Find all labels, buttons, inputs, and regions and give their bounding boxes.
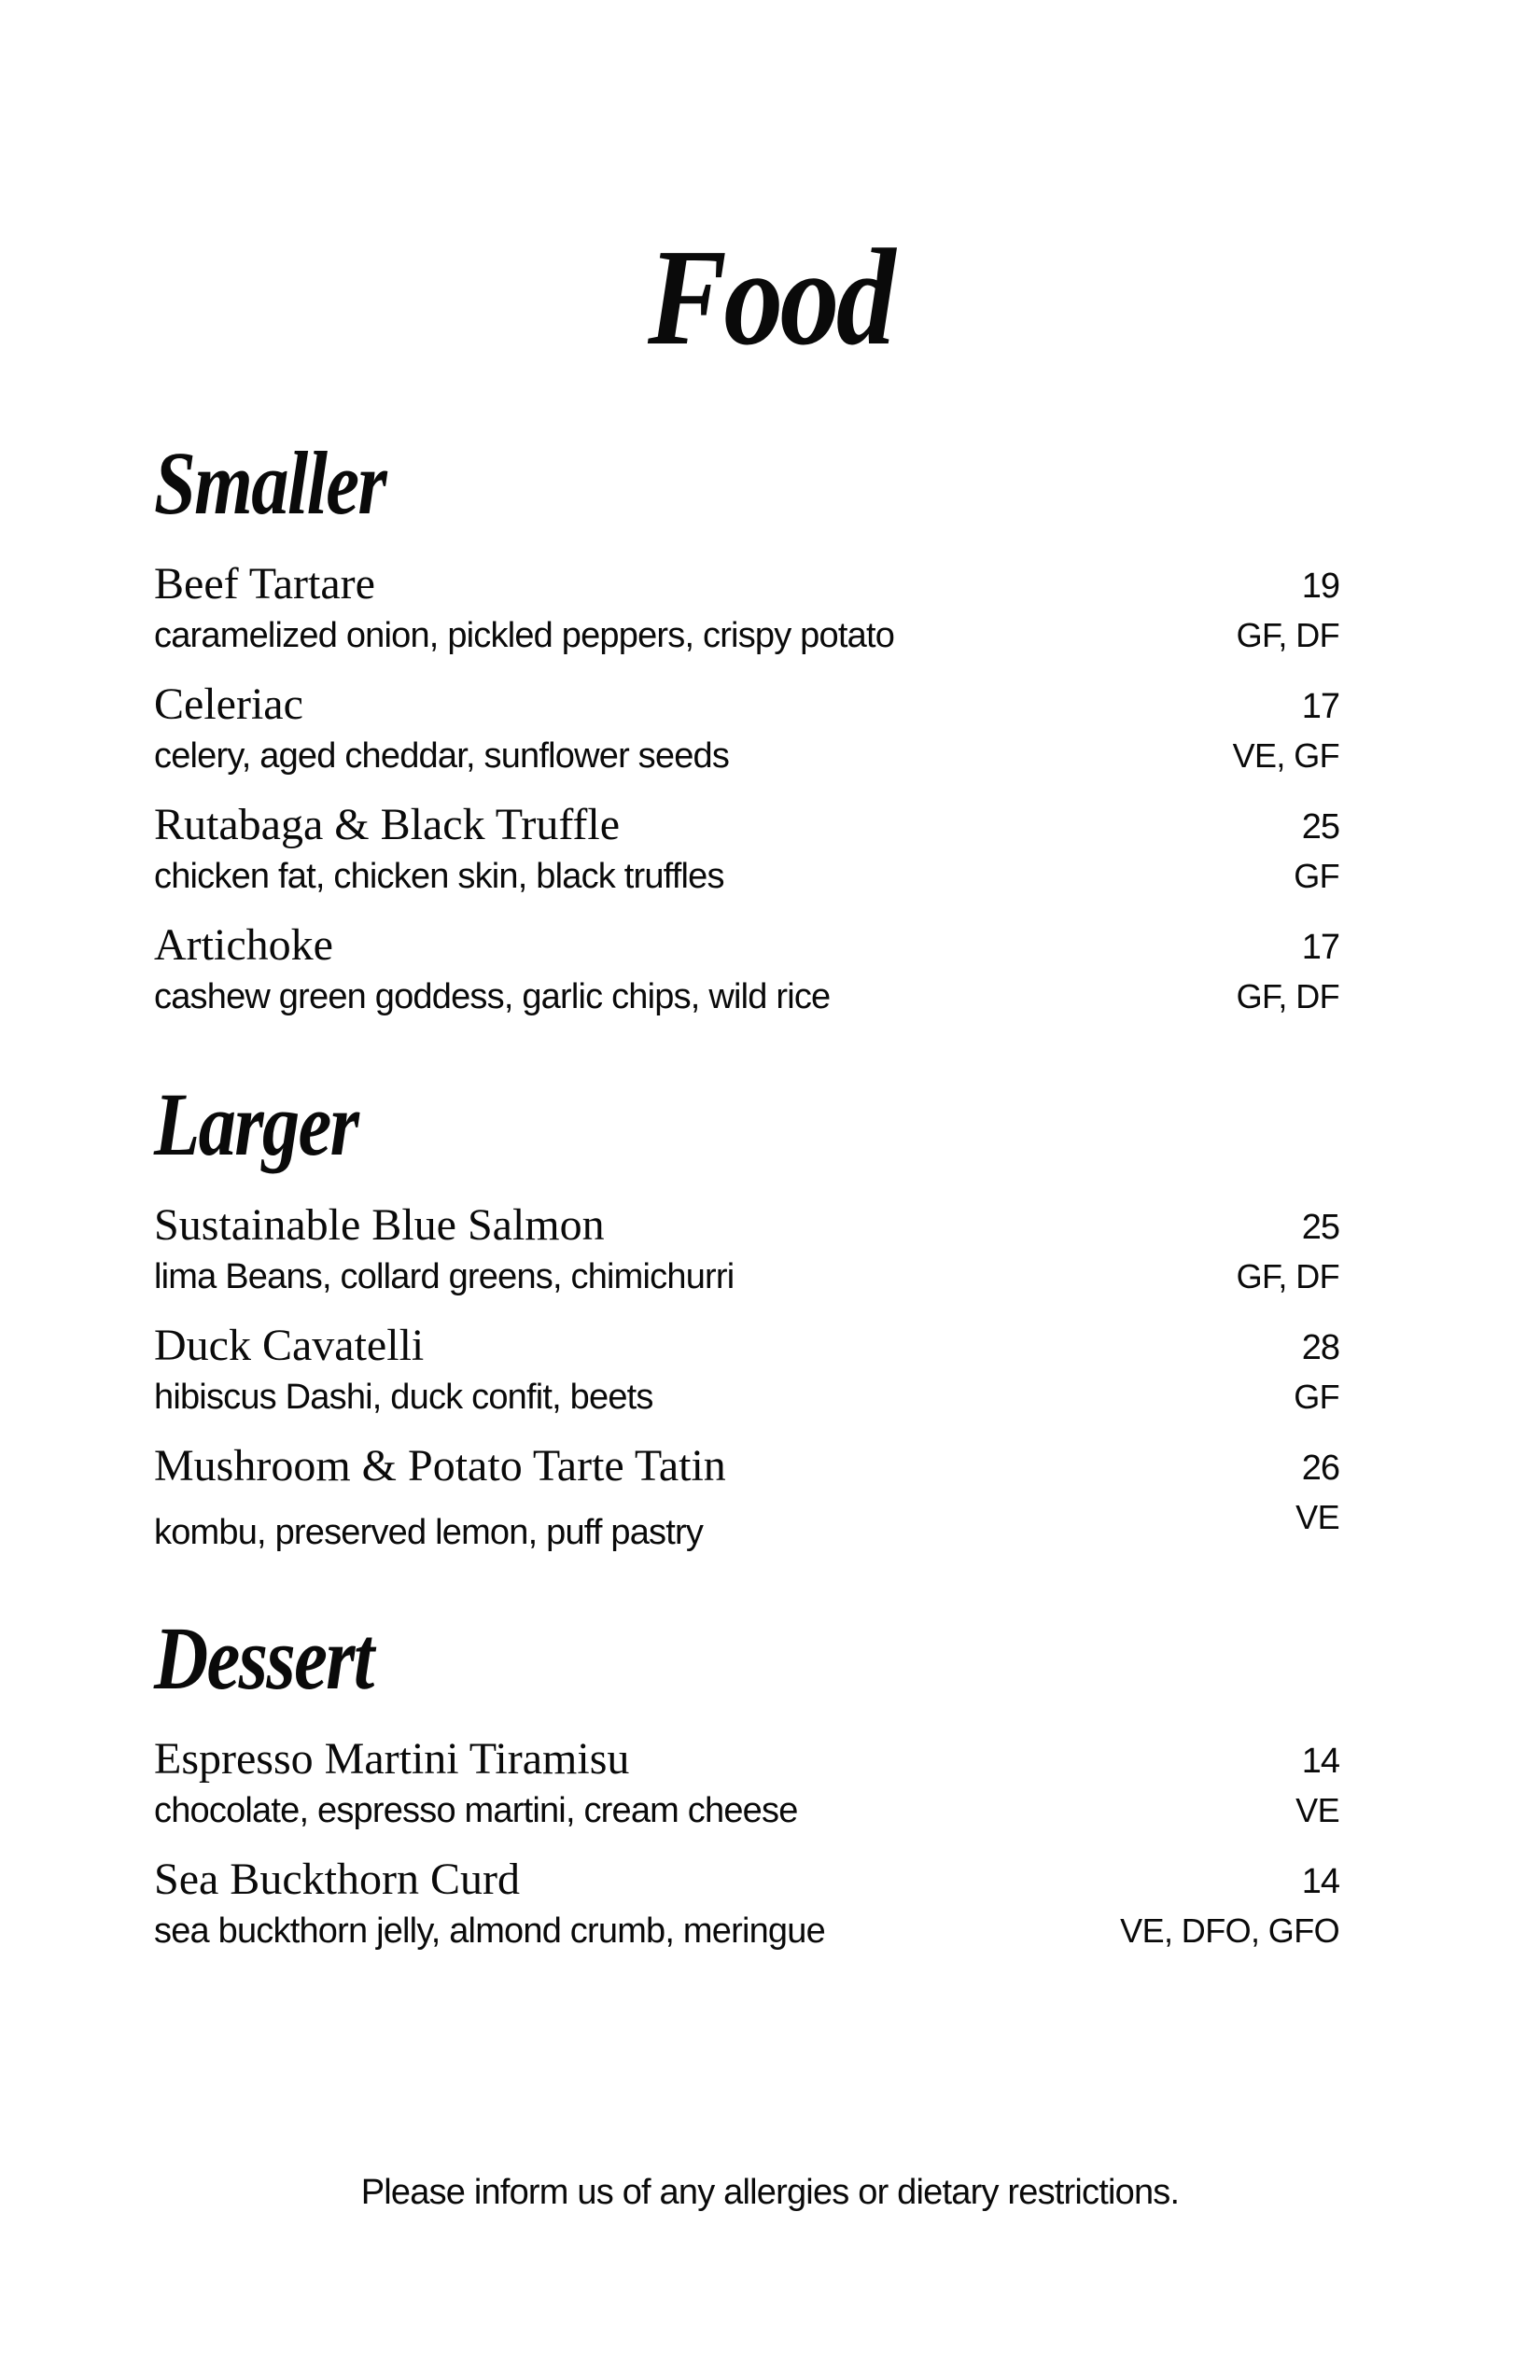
item-description: kombu, preserved lemon, puff pastry xyxy=(154,1513,704,1552)
item-dietary-tags: VE, DFO, GFO xyxy=(1120,1911,1339,1950)
item-description: caramelized onion, pickled peppers, crispy potato xyxy=(154,616,895,655)
item-price: 17 xyxy=(1301,687,1339,726)
menu-item-list xyxy=(154,558,1339,1040)
page-title: Food xyxy=(647,221,893,375)
item-description: chicken fat, chicken skin, black truffles xyxy=(154,857,724,896)
item-dietary-tags: VE, GF xyxy=(1232,736,1339,775)
menu-item xyxy=(154,799,1339,919)
item-price: 28 xyxy=(1301,1328,1339,1367)
item-dietary-tags: GF, DF xyxy=(1236,1257,1339,1295)
item-dietary-tags: GF xyxy=(1294,1378,1339,1416)
item-name: Mushroom & Potato Tarte Tatin xyxy=(154,1441,726,1491)
item-price: 25 xyxy=(1301,807,1339,847)
item-description: cashew green goddess, garlic chips, wild rice xyxy=(154,977,831,1016)
item-price: 17 xyxy=(1301,928,1339,967)
item-name: Beef Tartare xyxy=(154,559,375,609)
section-dessert xyxy=(154,1608,1339,1974)
item-description: hibiscus Dashi, duck confit, beets xyxy=(154,1378,653,1417)
menu-item-list xyxy=(154,1733,1339,1974)
allergy-notice: Please inform us of any allergies or dietary restrictions. xyxy=(360,2173,1180,2212)
section-smaller xyxy=(154,433,1339,1040)
item-name: Espresso Martini Tiramisu xyxy=(154,1734,630,1784)
menu-item xyxy=(154,1199,1339,1320)
menu-item xyxy=(154,1733,1339,1854)
menu-item xyxy=(154,1440,1339,1561)
section-heading: Smaller xyxy=(154,433,386,533)
menu-item xyxy=(154,679,1339,799)
section-heading: Larger xyxy=(154,1074,358,1174)
item-description: chocolate, espresso martini, cream cheese xyxy=(154,1791,798,1830)
item-price: 14 xyxy=(1301,1742,1339,1781)
item-dietary-tags: GF, DF xyxy=(1236,977,1339,1015)
menu-item xyxy=(154,1854,1339,1974)
item-name: Celeriac xyxy=(154,679,303,729)
menu-item-list xyxy=(154,1199,1339,1561)
item-description: celery, aged cheddar, sunflower seeds xyxy=(154,736,730,776)
item-description: sea buckthorn jelly, almond crumb, meringue xyxy=(154,1911,825,1951)
item-price: 26 xyxy=(1301,1449,1339,1488)
item-name: Artichoke xyxy=(154,920,333,970)
item-dietary-tags: VE xyxy=(1295,1791,1339,1829)
item-name: Sea Buckthorn Curd xyxy=(154,1855,520,1904)
item-price: 19 xyxy=(1301,567,1339,606)
item-name: Duck Cavatelli xyxy=(154,1321,425,1370)
item-name: Sustainable Blue Salmon xyxy=(154,1200,605,1250)
item-dietary-tags: GF xyxy=(1294,857,1339,895)
item-dietary-tags: VE xyxy=(1295,1498,1339,1536)
item-name: Rutabaga & Black Truffle xyxy=(154,800,621,849)
item-description: lima Beans, collard greens, chimichurri xyxy=(154,1257,735,1296)
section-larger xyxy=(154,1074,1339,1561)
item-price: 14 xyxy=(1301,1862,1339,1901)
menu-item xyxy=(154,558,1339,679)
item-dietary-tags: GF, DF xyxy=(1236,616,1339,654)
menu-item xyxy=(154,1320,1339,1440)
item-price: 25 xyxy=(1301,1208,1339,1247)
section-heading: Dessert xyxy=(154,1608,373,1708)
menu-item xyxy=(154,919,1339,1040)
